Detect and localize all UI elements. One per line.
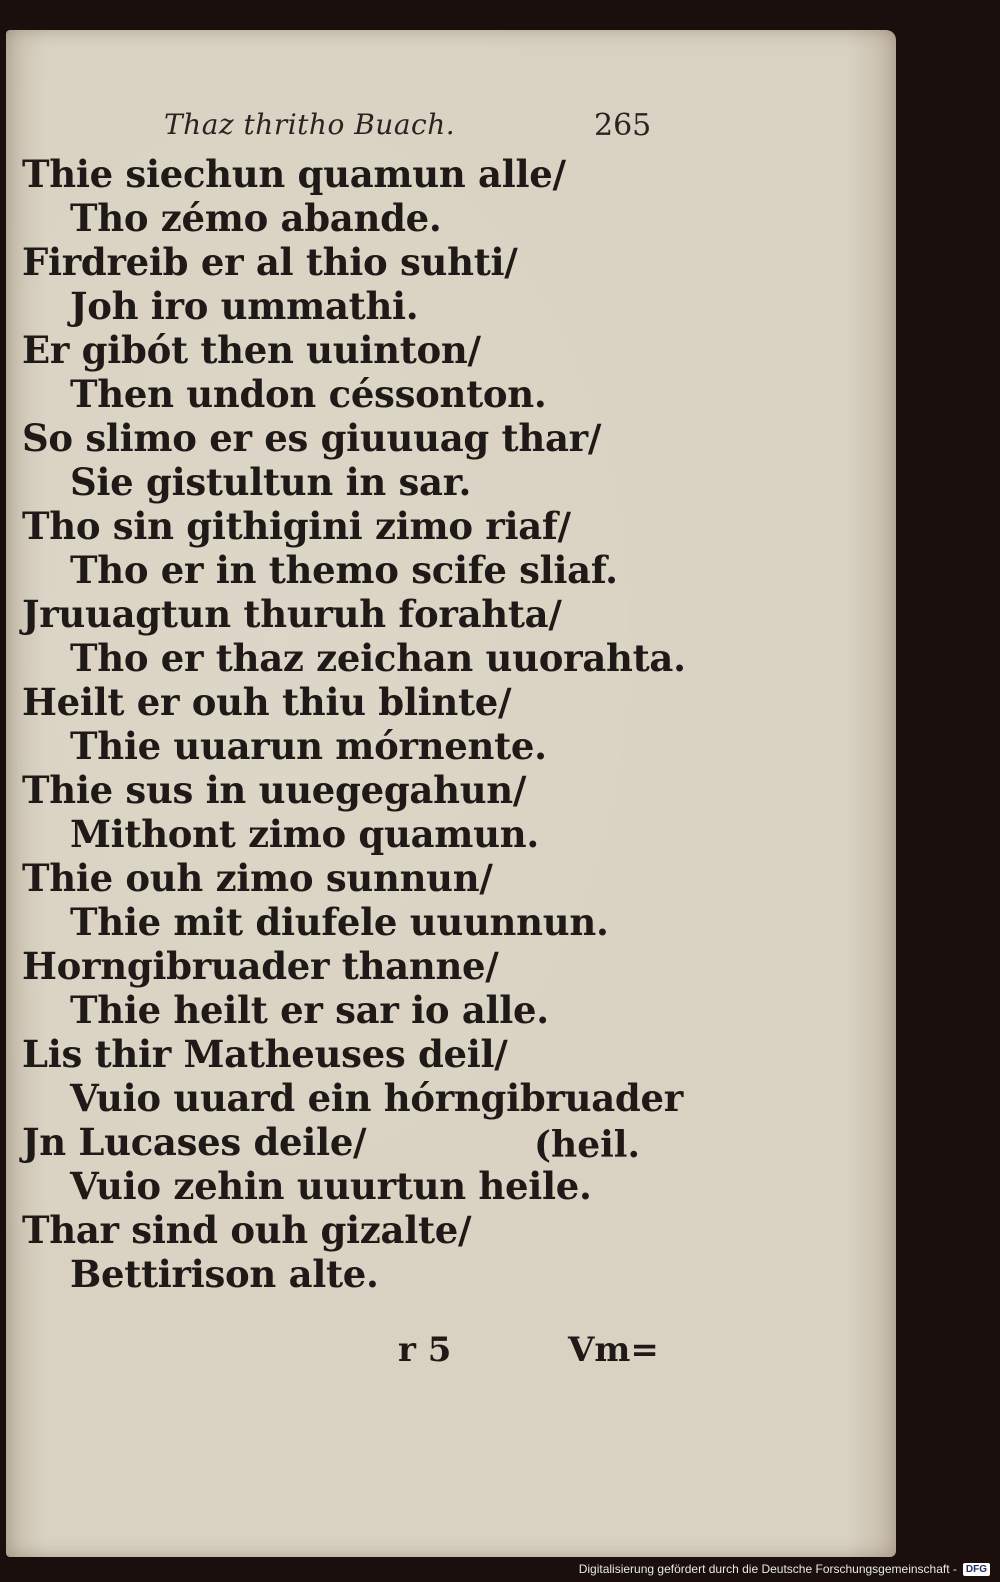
page-header [6,108,896,148]
running-title: Thaz thritho Buach. [164,108,456,141]
verse-line: Thie mit diufele uuunnun. [70,900,609,944]
verse-line: Thie ouh zimo sunnun/ [22,856,493,900]
verse-line: Thar sind ouh gizalte/ [22,1208,472,1252]
verse-line: Heilt er ouh thiu blinte/ [22,680,512,724]
signature-mark: r 5 [398,1330,452,1370]
verse-line: Tho zémo abande. [70,196,442,240]
catchword: Vm= [568,1330,659,1370]
verse-line: Horngibruader thanne/ [22,944,499,988]
verse-line: Sie gistultun in sar. [70,460,472,504]
credit-text: Digitalisierung gefördert durch die Deutsche Forschungsgemeinschaft - [578,1562,957,1576]
verse-line: Thie siechun quamun alle/ [22,152,566,196]
verse-line: Thie uuarun mórnente. [70,724,547,768]
verse-line: Tho er in themo scife sliaf. [70,548,618,592]
verse-line: Vuio zehin uuurtun heile. [70,1164,592,1208]
verse-line: So slimo er es giuuuag thar/ [22,416,602,460]
verse-continuation: (heil. [534,1124,640,1166]
verse-line: Vuio uuard ein hórngibruader [70,1076,683,1120]
verse-line: Jn Lucases deile/ [22,1120,367,1164]
verse-line: Joh iro ummathi. [70,284,419,328]
verse-line: Jruuagtun thuruh forahta/ [22,592,562,636]
digitization-credit [579,1559,990,1579]
verse-line: Lis thir Matheuses deil/ [22,1032,508,1076]
verse-line: Mithont zimo quamun. [70,812,539,856]
verse-line: Bettirison alte. [70,1252,379,1296]
page-number: 265 [594,108,652,143]
page-footer-marks [6,1330,896,1380]
dfg-logo: DFG [963,1563,990,1576]
verse-line: Thie sus in uuegegahun/ [22,768,527,812]
verse-line: Tho sin githigini zimo riaf/ [22,504,571,548]
book-page [6,30,896,1557]
verse-line: Tho er thaz zeichan uuorahta. [70,636,686,680]
verse-line: Firdreib er al thio suhti/ [22,240,518,284]
verse-line: Then undon céssonton. [70,372,547,416]
verse-line: Er gibót then uuinton/ [22,328,481,372]
verse-line: Thie heilt er sar io alle. [70,988,549,1032]
